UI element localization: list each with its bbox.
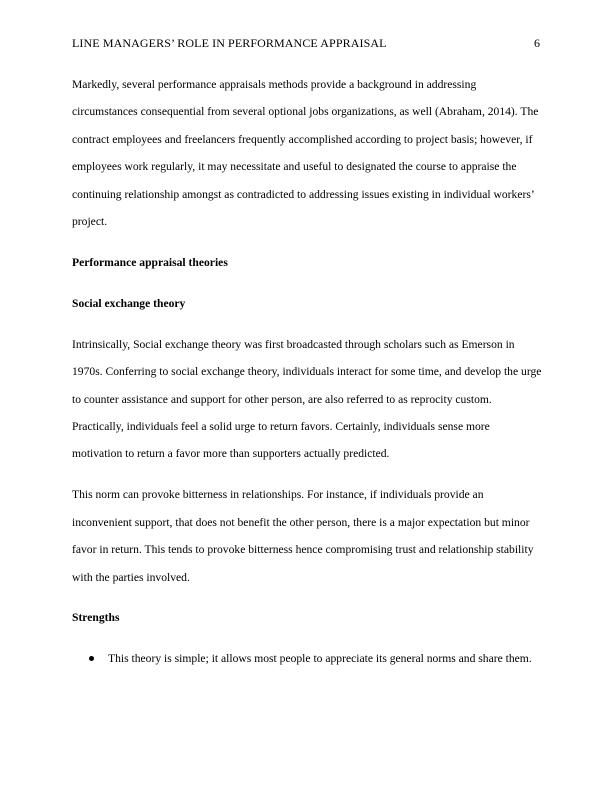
paragraph-social-exchange: Intrinsically, Social exchange theory was first broadcasted through scholars such as Emerson in 1970s. Conferring to social exchange theory, individuals interact for some time, and develop the urge to counter assistance and support for other person, are also referred to as reprocity custom. Practically, individuals feel a solid urge to return favors. Certainly, individuals sense more motivation to return a favor more than supporters actually predicted. — [72, 337, 542, 461]
subsection-heading-social-exchange: Social exchange theory — [72, 296, 186, 310]
section-heading-theories: Performance appraisal theories — [72, 255, 228, 269]
paragraph-intro: Markedly, several performance appraisals methods provide a background in addressing circumstances consequential from several optional jobs organizations, as well (Abraham, 2014). The contract employees and freelancers frequently accomplished according to project basis; however, if employees work regularly, it may necessitate and useful to designated the course to appraise the continuing relationship amongst as contradicted to addressing issues existing in individual workers’ project. — [72, 78, 539, 229]
bullet-icon — [89, 656, 94, 661]
paragraph-bitterness: This norm can provoke bitterness in relationships. For instance, if individuals provide an inconvenient support, that does not benefit the other person, there is a major expectation but minor favor in return. This tends to provoke bitterness hence compromising trust and relationship stability with the parties involved. — [72, 488, 534, 584]
list-item — [72, 645, 542, 672]
document-body — [72, 71, 542, 673]
page-number: 6 — [534, 36, 540, 50]
subsection-heading-strengths: Strengths — [72, 611, 120, 625]
strengths-list — [72, 645, 542, 672]
running-head: LINE MANAGERS’ ROLE IN PERFORMANCE APPRAISAL — [72, 36, 387, 50]
list-item-text: This theory is simple; it allows most people to appreciate its general norms and share them. — [108, 652, 532, 666]
